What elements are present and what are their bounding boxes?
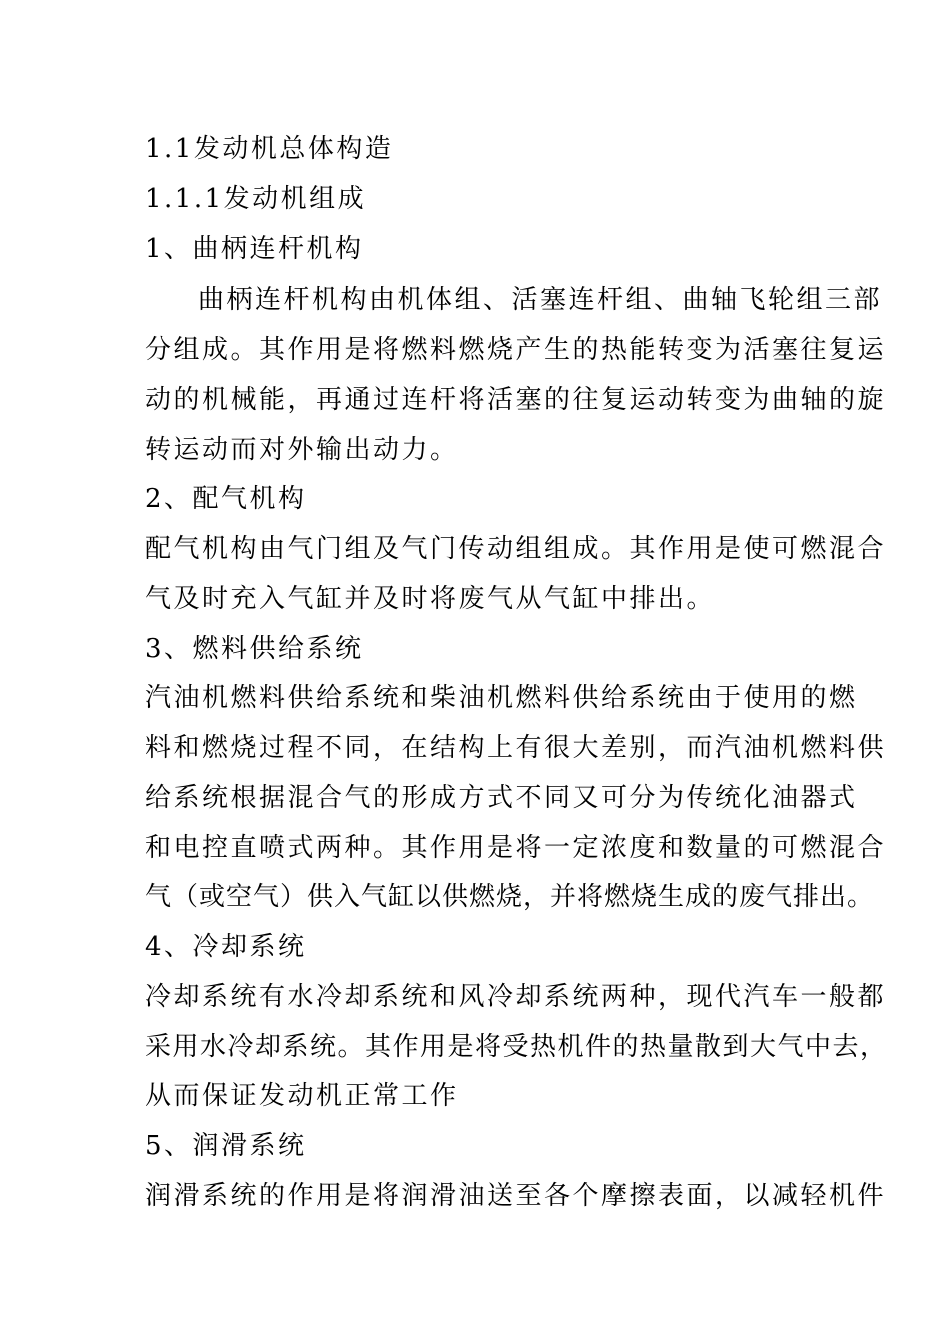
paragraph-line: 采用水冷却系统。其作用是将受热机件的热量散到大气中去， <box>145 1032 888 1062</box>
section-heading-1-1: 1.1发动机总体构造 <box>145 134 394 164</box>
paragraph-line: 气（或空气）供入气缸以供燃烧，并将燃烧生成的废气排出。 <box>145 882 875 912</box>
paragraph-line: 汽油机燃料供给系统和柴油机燃料供给系统由于使用的燃 <box>145 683 858 713</box>
paragraph-line: 冷却系统有水冷却系统和风冷却系统两种，现代汽车一般都 <box>145 982 887 1012</box>
paragraph-line: 从而保证发动机正常工作 <box>145 1081 459 1111</box>
paragraph-line: 配气机构由气门组及气门传动组组成。其作用是使可燃混合 <box>145 534 887 564</box>
subsection-title-lubrication: 5、润滑系统 <box>145 1131 307 1161</box>
paragraph-line: 转运动而对外输出动力。 <box>145 435 459 465</box>
paragraph-line: 分组成。其作用是将燃料燃烧产生的热能转变为活塞往复运 <box>145 335 887 365</box>
subsection-title-valve: 2、配气机构 <box>145 484 307 514</box>
subsection-title-crank: 1、曲柄连杆机构 <box>145 234 364 264</box>
paragraph-line: 润滑系统的作用是将润滑油送至各个摩擦表面，以减轻机件 <box>145 1181 887 1211</box>
subsection-title-fuel: 3、燃料供给系统 <box>145 634 364 664</box>
section-heading-1-1-1: 1.1.1发动机组成 <box>145 184 367 214</box>
subsection-title-cooling: 4、冷却系统 <box>145 932 307 962</box>
paragraph-line: 料和燃烧过程不同，在结构上有很大差别，而汽油机燃料供 <box>145 733 887 763</box>
paragraph-line: 曲柄连杆机构由机体组、活塞连杆组、曲轴飞轮组三部 <box>198 285 883 315</box>
paragraph-line: 气及时充入气缸并及时将废气从气缸中排出。 <box>145 584 716 614</box>
paragraph-line: 和电控直喷式两种。其作用是将一定浓度和数量的可燃混合 <box>145 833 887 863</box>
paragraph-line: 给系统根据混合气的形成方式不同又可分为传统化油器式 <box>145 783 858 813</box>
paragraph-line: 动的机械能，再通过连杆将活塞的往复运动转变为曲轴的旋 <box>145 385 887 415</box>
